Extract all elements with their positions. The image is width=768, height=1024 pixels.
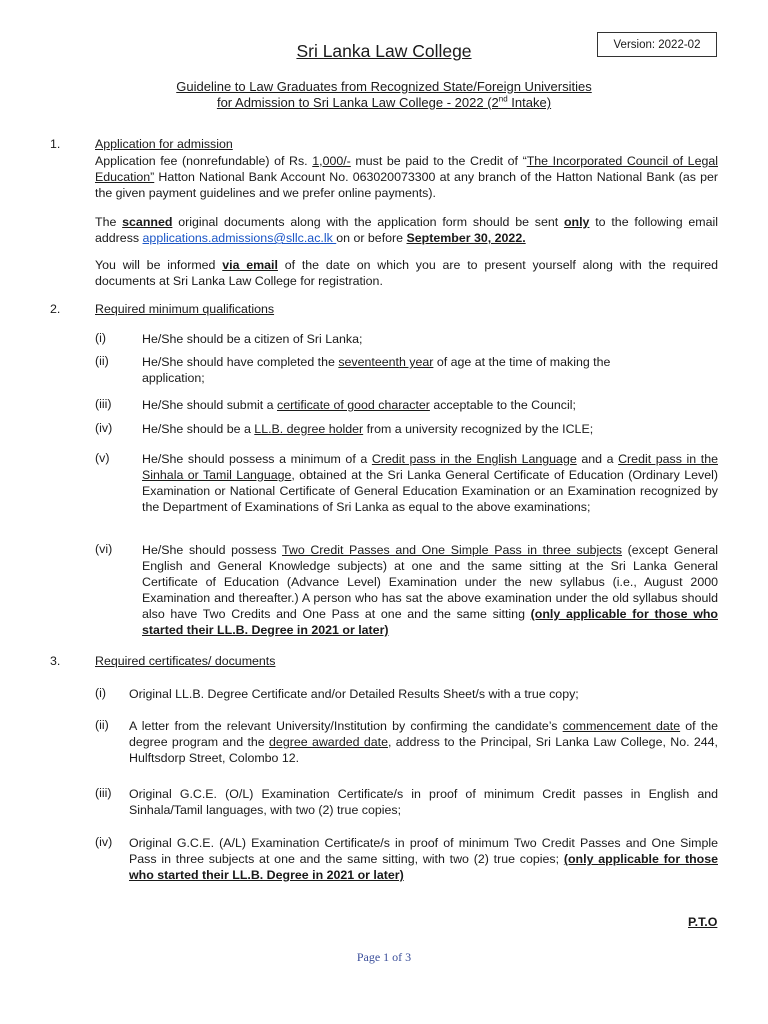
paragraph-fee: Application fee (nonrefundable) of Rs. 1,000/- must be paid to the Credit of “The Incorporated Council of Legal Education” Hatton National Bank Account No. 063020073300 at any branch of the Hatton National Bank (as per the given payment guidelines and we prefer online payments). (95, 154, 718, 200)
list-item: Original LL.B. Degree Certificate and/or Detailed Results Sheet/s with a true copy; (129, 687, 579, 701)
item-number: (i) (95, 686, 107, 700)
email-link[interactable]: applications.admissions@sllc.ac.lk (142, 231, 337, 245)
section-number: 1. (50, 137, 61, 151)
item-number: (vi) (95, 542, 113, 556)
section-number: 3. (50, 654, 61, 668)
paragraph-notification: You will be informed via email of the date on which you are to present yourself along with the required documents at Sri Lanka Law College for registration. (95, 258, 718, 288)
section-heading: Required certificates/ documents (95, 654, 276, 668)
paragraph-documents: The scanned original documents along with the application form should be sent only to the following email address applications.admissions@sllc.ac.lk on or before September 30, 2022. (95, 215, 718, 245)
item-number: (v) (95, 451, 110, 465)
list-item: He/She should have completed the seventeenth year of age at the time of making the application; (142, 355, 611, 385)
item-number: (i) (95, 331, 107, 345)
document-title: Sri Lanka Law College (296, 41, 472, 61)
section-heading: Application for admission (95, 137, 233, 151)
list-item: A letter from the relevant University/Institution by confirming the candidate’s commencement date of the degree program and the degree awarded date, address to the Principal, Sri Lanka Law College, No. 244, Hulftsdorp Street, Colombo 12. (129, 719, 718, 765)
list-item: He/She should be a LL.B. degree holder from a university recognized by the ICLE; (142, 422, 594, 436)
item-number: (ii) (95, 718, 109, 732)
list-item: He/She should submit a certificate of good character acceptable to the Council; (142, 398, 576, 412)
pto-marker: P.T.O (688, 915, 718, 929)
item-number: (iii) (95, 786, 112, 800)
list-item: He/She should possess a minimum of a Credit pass in the English Language and a Credit pass in the Sinhala or Tamil Language, obtained at the Sri Lanka General Certificate of Education (Ordinary Level) Examination or National Certificate of General Education Examination or an Examination recognized by the Department of Examinations of Sri Lanka as equal to the above examinations; (142, 452, 719, 514)
item-number: (iv) (95, 421, 113, 435)
page-number: Page 1 of 3 (356, 950, 412, 964)
document-subtitle: Guideline to Law Graduates from Recognized State/Foreign Universities for Admission to Sri Lanka Law College - 2022 (2nd Intake) (176, 79, 592, 110)
list-item: Original G.C.E. (O/L) Examination Certificate/s in proof of minimum Credit passes in English and Sinhala/Tamil languages, with two (2) true copies; (129, 787, 718, 817)
version-box: Version: 2022-02 (597, 32, 717, 57)
item-number: (ii) (95, 354, 109, 368)
list-item: Original G.C.E. (A/L) Examination Certificate/s in proof of minimum Two Credit Passes and One Simple Pass in three subjects at one and the same sitting, with two (2) true copies; (only applicable for those who started their LL.B. Degree in 2021 or later) (129, 836, 718, 882)
item-number: (iii) (95, 397, 112, 411)
item-number: (iv) (95, 835, 113, 849)
list-item: He/She should be a citizen of Sri Lanka; (142, 332, 363, 346)
section-heading: Required minimum qualifications (95, 302, 275, 316)
section-number: 2. (50, 302, 61, 316)
list-item: He/She should possess Two Credit Passes and One Simple Pass in three subjects (except General English and General Knowledge subjects) at one and the same sitting at the Sri Lanka General Certificate of Education (Advance Level) Examination under the new syllabus (i.e., August 2000 Examination and thereafter.) A person who has sat the above examination under the old syllabus should also have Two Credits and One Pass at one and the same sitting (only applicable for those who started their LL.B. Degree in 2021 or later) (142, 543, 719, 637)
